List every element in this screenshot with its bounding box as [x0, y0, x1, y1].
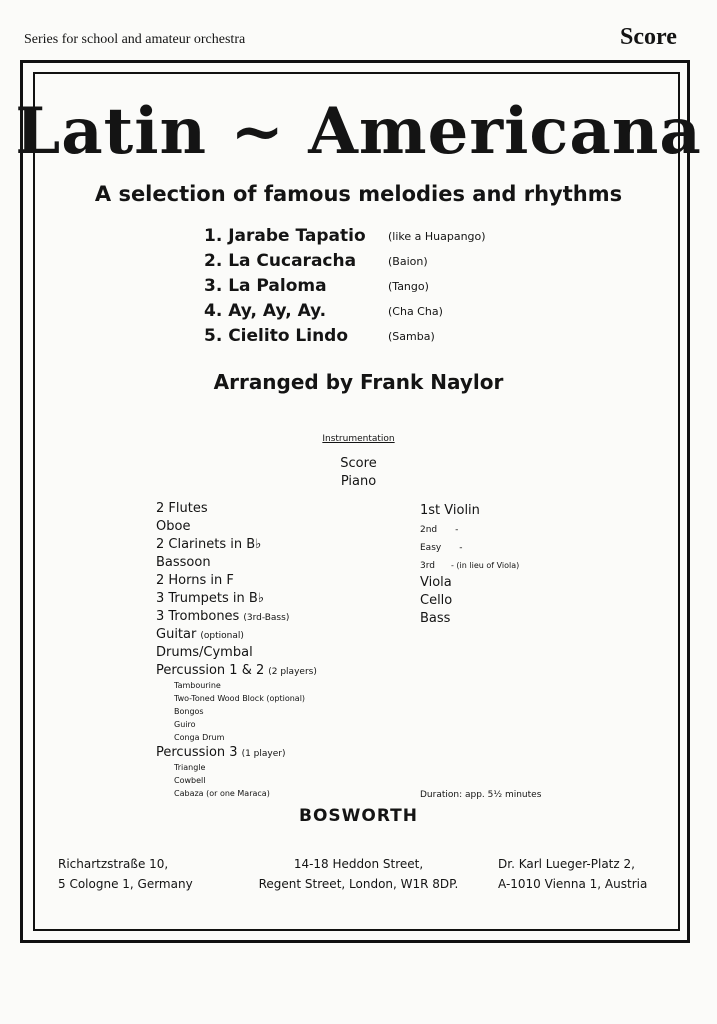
percussion-instrument: Tambourine	[174, 681, 221, 690]
melody-title: 4. Ay, Ay, Ay.	[204, 301, 327, 321]
instrument-note: (1 player)	[241, 749, 286, 759]
instrument-item	[156, 645, 253, 660]
percussion-instrument: Cowbell	[174, 776, 206, 785]
address-line: A-1010 Vienna 1, Austria	[498, 877, 648, 891]
series-line: Series for school and amateur orchestra	[24, 32, 246, 47]
string-item	[420, 575, 452, 590]
instrument-name: Drums/Cymbal	[156, 645, 253, 660]
instrument-name: 2 Flutes	[156, 501, 208, 516]
string-name: Cello	[420, 593, 453, 608]
percussion-instrument: Cabaza (or one Maraca)	[174, 789, 270, 798]
melody-style: (Samba)	[388, 330, 435, 343]
instrumentation-heading: Instrumentation	[322, 434, 395, 444]
instrument-name: 2 Horns in F	[156, 573, 234, 588]
string-name: Easy	[420, 543, 442, 553]
instrument-name: Percussion 3	[156, 745, 238, 760]
instrument-note: (2 players)	[268, 667, 317, 677]
string-note: -	[455, 525, 459, 535]
address-vienna	[498, 854, 647, 894]
percussion-instrument: Conga Drum	[174, 733, 225, 742]
string-item	[420, 611, 450, 626]
melody-item	[204, 276, 429, 296]
instrument-item	[156, 663, 317, 678]
instrument-name: Bassoon	[156, 555, 211, 570]
instrument-item	[156, 519, 190, 534]
score-label: Score	[620, 24, 677, 50]
instrument-name: Percussion 1 & 2	[156, 663, 265, 678]
instrument-note: (optional)	[200, 631, 244, 641]
string-name: 3rd	[420, 561, 435, 571]
instrument-score: Score	[340, 456, 377, 471]
melody-title: 5. Cielito Lindo	[204, 326, 349, 346]
melody-title: 3. La Paloma	[204, 276, 327, 296]
string-name: 2nd	[420, 525, 438, 535]
instrument-name: Oboe	[156, 519, 191, 534]
percussion-instrument: Two-Toned Wood Block (optional)	[174, 694, 306, 703]
melody-item	[204, 226, 486, 246]
melody-style: (Cha Cha)	[388, 305, 443, 318]
instrument-item	[156, 627, 244, 642]
instrument-piano: Piano	[340, 474, 377, 489]
instrument-item	[156, 537, 261, 552]
instrument-name: Guitar	[156, 627, 197, 642]
percussion-instrument: Guiro	[174, 720, 196, 729]
instrument-item	[156, 573, 234, 588]
instrument-name: 3 Trumpets in B♭	[156, 591, 264, 606]
percussion-instrument: Triangle	[174, 763, 206, 772]
string-note: -	[459, 543, 463, 553]
instrument-note: (3rd-Bass)	[243, 613, 290, 623]
address-line: 5 Cologne 1, Germany	[58, 877, 193, 891]
string-item	[420, 593, 452, 608]
melody-item	[204, 301, 443, 321]
instrument-name: 3 Trombones	[156, 609, 240, 624]
subtitle: A selection of famous melodies and rhythms	[94, 182, 623, 206]
melody-item	[204, 326, 435, 346]
melody-style: (Tango)	[388, 280, 429, 293]
duration: Duration: app. 5½ minutes	[420, 790, 542, 800]
instrument-item	[156, 501, 208, 516]
melody-title: 1. Jarabe Tapatio	[204, 226, 366, 246]
string-name: Viola	[420, 575, 452, 590]
address-line: Regent Street, London, W1R 8DP.	[258, 877, 459, 891]
page-title: Latin ~ Americana	[15, 94, 702, 169]
string-note: - (in lieu of Viola)	[450, 561, 520, 570]
instrument-item	[156, 591, 264, 606]
address-line: Richartzstraße 10,	[58, 857, 169, 871]
string-name: Bass	[420, 611, 451, 626]
melody-style: (Baion)	[388, 255, 428, 268]
string-item	[420, 503, 480, 518]
string-item	[420, 543, 462, 553]
instrument-name: 2 Clarinets in B♭	[156, 537, 262, 552]
melody-item	[204, 251, 428, 271]
string-name: 1st Violin	[420, 503, 480, 518]
string-item	[420, 561, 519, 571]
percussion-instrument: Bongos	[174, 707, 204, 716]
instrument-item	[156, 609, 289, 624]
address-line: 14-18 Heddon Street,	[293, 857, 424, 871]
publisher-name: BOSWORTH	[298, 806, 418, 826]
string-item	[420, 525, 458, 535]
address-line: Dr. Karl Lueger-Platz 2,	[498, 857, 635, 871]
instrument-item	[156, 745, 285, 760]
instrument-item	[156, 555, 211, 570]
melody-style: (like a Huapango)	[388, 230, 486, 243]
arranger-credit: Arranged by Frank Naylor	[213, 370, 504, 394]
melody-title: 2. La Cucaracha	[204, 251, 357, 271]
